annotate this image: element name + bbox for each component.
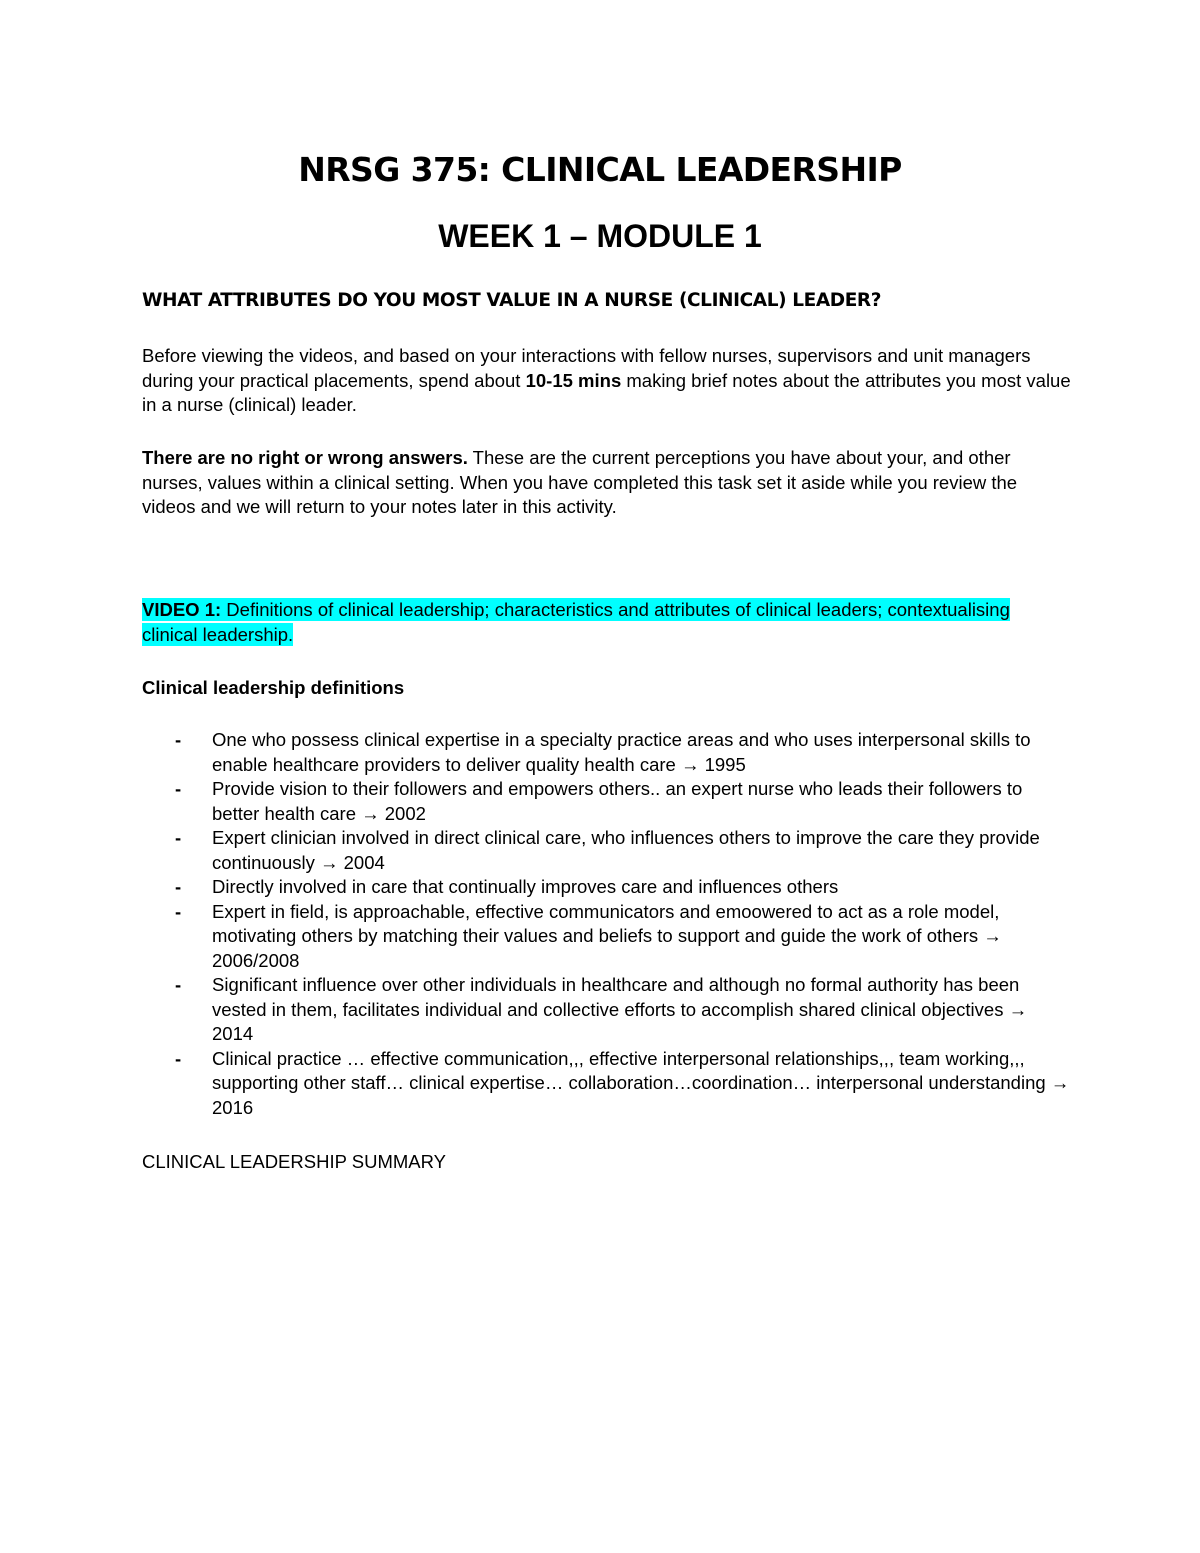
bullet-dash: -: [175, 1047, 182, 1069]
video-highlight: [142, 598, 1010, 646]
intro-paragraph: [142, 344, 1072, 418]
intro-time-bold: 10-15 mins: [525, 369, 622, 391]
bullet-dash: -: [175, 974, 182, 995]
document-subtitle: WEEK 1 – MODULE 1: [438, 218, 762, 254]
note-paragraph: [142, 446, 1072, 520]
definition-text: Provide vision to their followers and empowers others.. an expert nurse who leads their followers to better health care → 2002: [212, 778, 1023, 824]
video-label: VIDEO 1:: [142, 599, 222, 620]
summary-heading: CLINICAL LEADERSHIP SUMMARY: [142, 1151, 446, 1172]
video-heading: [142, 598, 1062, 647]
definition-text: Expert clinician involved in direct clinical care, who influences others to improve the care they provide continuously → 2004: [212, 827, 1040, 873]
definition-item: [142, 900, 1072, 974]
note-bold: There are no right or wrong answers.: [142, 447, 468, 468]
intro-text-end: making brief notes about the attributes you most value in a nurse (clinical) leader.: [142, 369, 1071, 415]
definition-text: One who possess clinical expertise in a specialty practice areas and who uses interpersonal skills to enable healthcare providers to deliver quality health care → 1995: [212, 729, 1031, 775]
note-text: These are the current perceptions you have about your, and other nurses, values within a clinical setting. When you have completed this task set it aside while you review the videos and we will return to your notes later in this activity.: [142, 447, 1018, 517]
definition-text: Clinical practice … effective communication,,, effective interpersonal relationships,,, team working,,, supporting other staff… clinical expertise… collaboration…coordination… interpersonal understanding → 2016: [212, 1047, 1070, 1118]
definition-item: [142, 973, 1072, 1047]
question-heading: WHAT ATTRIBUTES DO YOU MOST VALUE IN A NURSE (CLINICAL) LEADER?: [142, 290, 882, 311]
definition-item: [142, 777, 1072, 826]
document-title: NRSG 375: CLINICAL LEADERSHIP: [298, 150, 902, 189]
definition-item: [142, 826, 1072, 875]
definitions-list: [142, 728, 1072, 1120]
intro-text-start: Before viewing the videos, and based on your interactions with fellow nurses, supervisors and unit managers during your practical placements, spend about: [142, 345, 1031, 391]
bullet-dash: -: [175, 876, 182, 897]
bullet-dash: -: [175, 827, 182, 848]
definition-text: Significant influence over other individuals in healthcare and although no formal authority has been vested in them, facilitates individual and collective efforts to accomplish shared clinical objectives → 2014: [212, 974, 1028, 1044]
definition-text: Expert in field, is approachable, effective communicators and emoowered to act as a role model, motivating others by matching their values and beliefs to support and guide the work of others → 2006/2008: [212, 900, 1002, 971]
definition-item: [142, 728, 1072, 777]
definition-text: Directly involved in care that continually improves care and influences others: [212, 876, 839, 897]
definition-item: [142, 875, 1072, 900]
video-description: Definitions of clinical leadership; characteristics and attributes of clinical leaders; contextualising clinical leadership.: [142, 599, 1010, 645]
bullet-dash: -: [175, 778, 182, 799]
definition-item: [142, 1047, 1072, 1121]
bullet-dash: -: [175, 729, 182, 750]
definitions-heading: Clinical leadership definitions: [142, 677, 405, 698]
bullet-dash: -: [175, 900, 182, 922]
